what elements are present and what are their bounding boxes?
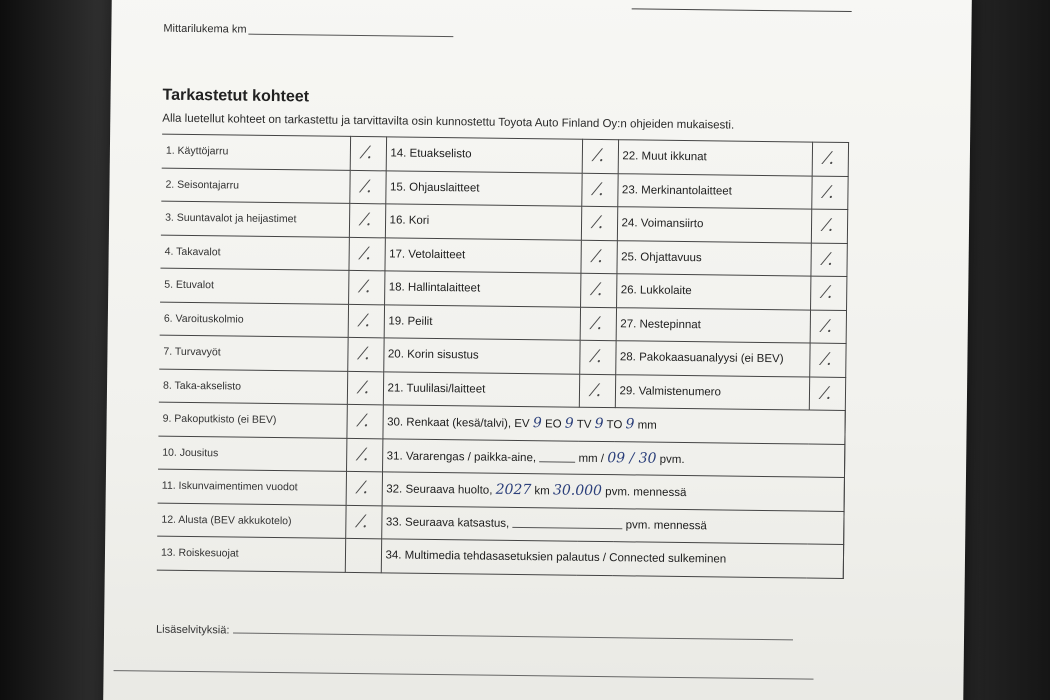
item-label: 13. Roiskesuojat [157, 536, 345, 572]
item-checkmark[interactable]: ⁄. [582, 139, 618, 173]
next-service-km-label: km [534, 485, 550, 498]
item-checkmark[interactable]: ⁄. [812, 142, 848, 176]
item-label: 21. Tuulilasi/laitteet [383, 371, 579, 407]
tire-unit: mm [637, 419, 657, 432]
row31-text [382, 438, 844, 477]
item-checkmark[interactable]: ⁄. [348, 270, 384, 304]
item-checkmark[interactable]: ⁄. [811, 209, 847, 243]
item-label: 23. Merkinantolaitteet [617, 173, 811, 209]
item-checkmark[interactable]: ⁄. [346, 404, 382, 438]
spare-date-value: 09 / 30 [607, 449, 657, 467]
next-inspection-suffix: pvm. mennessä [625, 519, 707, 533]
tire-to-label: TO [606, 419, 623, 432]
bottom-rule [114, 670, 814, 680]
tire-to-value: 9 [625, 416, 635, 433]
odometer-field [163, 23, 453, 39]
item-label: 22. Muut ikkunat [618, 140, 812, 176]
inspection-checklist-table [157, 134, 849, 579]
item-checkmark[interactable]: ⁄. [579, 374, 615, 408]
item-checkmark[interactable]: ⁄. [581, 173, 617, 207]
item-label: 27. Nestepinnat [616, 307, 810, 343]
additional-info-blank[interactable] [233, 633, 793, 641]
item-checkmark[interactable]: ⁄. [809, 343, 845, 377]
item-label: 15. Ohjauslaitteet [385, 170, 581, 206]
item-label: 25. Ohjattavuus [616, 240, 810, 276]
item-checkmark[interactable]: ⁄. [580, 240, 616, 274]
next-inspection-label: 33. Seuraava katsastus, [385, 516, 510, 530]
next-service-label: 32. Seuraava huolto, [386, 483, 493, 497]
spare-mm-blank[interactable] [539, 461, 575, 462]
item-label: 6. Varoituskolmio [160, 302, 348, 338]
item-label: 7. Turvavyöt [159, 335, 347, 371]
item-label: 3. Suuntavalot ja heijastimet [161, 201, 349, 237]
item-label: 16. Kori [385, 204, 581, 240]
item-checkmark[interactable]: ⁄. [581, 206, 617, 240]
tire-tv-label: TV [576, 418, 592, 432]
item-label: 28. Pakokaasuanalyysi (ei BEV) [615, 341, 809, 377]
odometer-label: Mittarilukema km [163, 22, 247, 36]
spare-suffix: pvm. [659, 453, 685, 466]
item-label: 19. Peilit [384, 304, 580, 340]
next-inspection-blank[interactable] [512, 527, 622, 529]
top-rule [632, 8, 852, 12]
spare-mm-label: mm / [578, 452, 605, 465]
item-label: 1. Käyttöjarru [162, 134, 350, 170]
next-service-km: 30.000 [552, 482, 603, 500]
row33-text [381, 505, 843, 544]
item-label: 14. Etuakselisto [386, 137, 582, 173]
item-checkmark[interactable]: ⁄. [349, 170, 385, 204]
item-label: 9. Pakoputkisto (ei BEV) [158, 402, 346, 438]
item-label: 26. Lukkolaite [616, 274, 810, 310]
item-label: 10. Jousitus [158, 436, 346, 472]
item-checkmark[interactable]: ⁄. [580, 307, 616, 341]
item-checkmark[interactable]: ⁄. [347, 371, 383, 405]
row30-text [382, 405, 844, 444]
item-label: 24. Voimansiirto [617, 207, 811, 243]
row32-text [382, 472, 844, 511]
item-checkmark[interactable]: ⁄. [810, 310, 846, 344]
item-checkmark[interactable]: ⁄. [809, 377, 845, 411]
item-checkmark[interactable]: ⁄. [349, 203, 385, 237]
item-label: 2. Seisontajarru [161, 168, 349, 204]
odometer-blank[interactable] [248, 34, 453, 38]
item-checkmark[interactable]: ⁄. [350, 136, 386, 170]
tire-ev-value: 9 [532, 415, 542, 432]
tire-tv-value: 9 [594, 416, 604, 433]
item-checkmark[interactable]: ⁄. [348, 304, 384, 338]
checklist-row [157, 536, 843, 578]
tire-label: 30. Renkaat (kesä/talvi), EV [387, 416, 530, 431]
item-label: 17. Vetolaitteet [384, 237, 580, 273]
additional-info-label: Lisäselvityksiä: [155, 623, 230, 637]
item-label: 5. Etuvalot [160, 268, 348, 304]
section-title: Tarkastetut kohteet [162, 86, 310, 106]
item-checkmark[interactable]: ⁄. [579, 340, 615, 374]
item-label: 4. Takavalot [160, 235, 348, 271]
item-checkmark[interactable]: ⁄. [580, 273, 616, 307]
item-checkmark[interactable]: ⁄. [810, 243, 846, 277]
item-label: 8. Taka-akselisto [159, 369, 347, 405]
next-service-suffix: pvm. mennessä [605, 486, 687, 500]
tire-eo-label: EO [544, 418, 562, 431]
item-checkmark[interactable]: ⁄. [811, 176, 847, 210]
spare-label: 31. Vararengas / paikka-aine, [386, 450, 537, 464]
tire-eo-value: 9 [564, 415, 574, 432]
section-subtitle: Alla luetellut kohteet on tarkastettu ja tarvittavilta osin kunnostettu Toyota Auto Finland Oy:n ohjeiden mukaisesti. [162, 112, 735, 132]
item-label: 11. Iskunvaimentimen vuodot [158, 469, 346, 505]
row34-text [381, 539, 843, 578]
item-checkmark[interactable]: ⁄. [345, 505, 381, 539]
multimedia-reset-label: 34. Multimedia tehdasasetuksien palautus / Connected sulkeminen [385, 549, 727, 566]
item-checkmark[interactable]: ⁄. [346, 438, 382, 472]
additional-info-field [156, 624, 793, 644]
item-checkmark[interactable]: ⁄. [346, 471, 382, 505]
item-checkmark[interactable]: ⁄. [347, 337, 383, 371]
inspection-form-sheet [103, 0, 972, 700]
next-service-year: 2027 [495, 481, 532, 499]
item-label: 18. Hallintalaitteet [384, 271, 580, 307]
item-checkmark[interactable]: ⁄. [810, 276, 846, 310]
item-label: 20. Korin sisustus [383, 338, 579, 374]
item-checkmark[interactable] [345, 538, 381, 572]
item-checkmark[interactable]: ⁄. [348, 237, 384, 271]
item-label: 12. Alusta (BEV akkukotelo) [157, 503, 345, 539]
item-label: 29. Valmistenumero [615, 374, 809, 410]
